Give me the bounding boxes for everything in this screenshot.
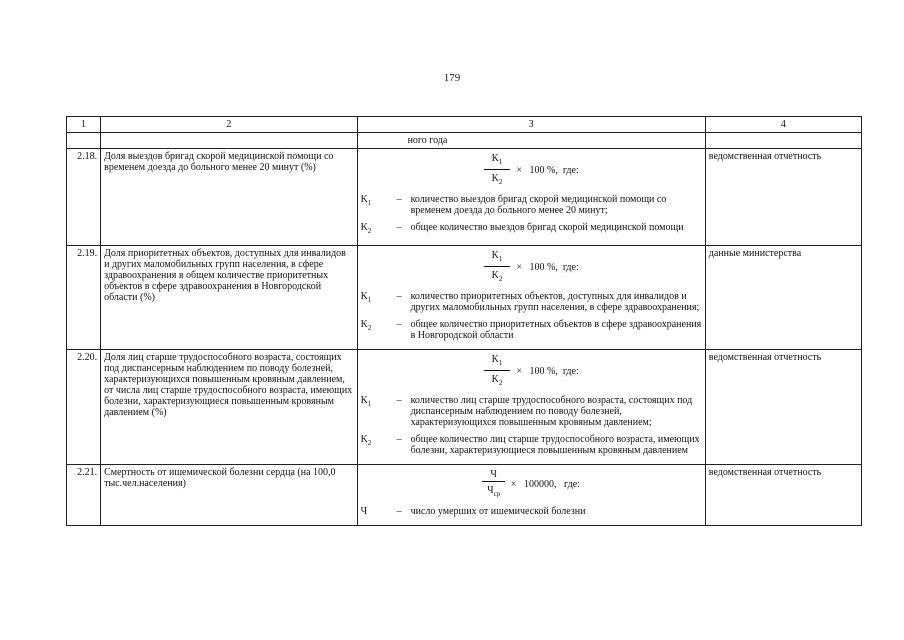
legend-dash: – [396,319,402,330]
table-row [67,350,862,465]
indicator-number: 2.18. [67,149,101,246]
indicator-number: 2.19. [67,246,101,350]
formula-multiplier: × 100000, где: [510,479,580,490]
header-col-3: 3 [357,117,705,133]
table-header-row [67,117,862,133]
formula-numerator: $K_1$ [484,250,511,267]
legend-text: количество выездов бригад скорой медицинской помощи со временем доезда до больного менее 20 минут; [410,194,667,216]
page-number: 179 [443,72,461,84]
indicator-number: 2.20. [67,350,101,465]
indicator-table [66,116,862,526]
legend-symbol: $K_1$ [360,194,372,207]
legend-dash: – [396,222,402,233]
table-row [67,246,862,350]
legend-symbol: $K_1$ [360,291,372,304]
formula-denominator: $K_2$ [491,173,503,186]
formula [361,469,702,500]
header-col-4: 4 [705,117,861,133]
header-col-1: 1 [67,117,101,133]
indicator-source: данные министерства [705,246,861,350]
indicator-number: 2.21. [67,465,101,526]
legend-item [361,506,702,517]
formula-multiplier: × 100 %, где: [516,165,579,176]
indicator-name: Доля лиц старше трудоспособного возраста, состоящих под диспансерным наблюдением по поводу болезней, характеризующихся повышенным кровяным давлением, от числа лиц старше трудоспособного возраста, имеющих болезни, характеризующиеся повышенным кровяным давлением (%) [101,350,357,465]
header-col-2: 2 [101,117,357,133]
legend-text: количество лиц старше трудоспособного возраста, состоящих под диспансерным наблюдением по поводу болезней, характеризующихся повышенным кровяным давлением; [410,395,693,428]
formula-denominator: $K_2$ [491,270,503,283]
indicator-source: ведомственная отчетность [705,465,861,526]
indicator-formula-cell [357,350,705,465]
legend-text: число умерших от ишемической болезни [410,506,586,517]
formula-multiplier: × 100 %, где: [516,366,579,377]
indicator-name: Доля выездов бригад скорой медицинской помощи со временем доезда до больного менее 20 минут (%) [101,149,357,246]
indicator-formula-cell [357,246,705,350]
continuation-text: ного года [357,133,705,149]
legend-item [361,222,702,237]
legend-dash: – [396,194,402,205]
indicator-source: ведомственная отчетность [705,149,861,246]
indicator-name: Смертность от ишемической болезни сердца (на 100,0 тыс.чел.населения) [101,465,357,526]
legend-dash: – [396,291,402,302]
legend-symbol: $K_2$ [360,222,372,235]
legend-dash: – [396,395,402,406]
formula-multiplier: × 100 %, где: [516,262,579,273]
formula [361,153,702,188]
legend-dash: – [396,434,402,445]
indicator-name: Доля приоритетных объектов, доступных для инвалидов и других маломобильных групп населения, в сфере здравоохранения в общем количестве приоритетных объектов в сфере здравоохранения в Новгородской области (%) [101,246,357,350]
formula-denominator: $Ч_{ср}$ [487,485,501,498]
legend-item [361,194,702,216]
formula-numerator: $K_1$ [484,354,511,371]
formula-numerator: Ч [482,469,505,482]
indicator-formula-cell [357,465,705,526]
legend-item [361,395,702,428]
formula-numerator: $K_1$ [484,153,511,170]
formula [361,354,702,389]
indicator-source: ведомственная отчетность [705,350,861,465]
legend-text: общее количество лиц старше трудоспособного возраста, имеющих болезни, характеризующиеся повышенным кровяным давлением [410,434,700,456]
formula [361,250,702,285]
legend-dash: – [396,506,402,517]
legend-symbol: $K_1$ [360,395,372,408]
legend-item [361,291,702,313]
table-row [67,149,862,246]
legend-item [361,319,702,341]
indicator-formula-cell [357,149,705,246]
legend-item [361,434,702,456]
formula-denominator: $K_2$ [491,374,503,387]
legend-symbol: Ч [360,506,368,517]
legend-text: количество приоритетных объектов, доступных для инвалидов и других маломобильных групп населения, в сфере здравоохранения; [410,291,700,313]
continuation-row [67,133,862,149]
legend-symbol: $K_2$ [360,434,372,447]
legend-text: общее количество приоритетных объектов в сфере здравоохранения в Новгородской области [410,319,702,341]
legend-text: общее количество выездов бригад скорой медицинской помощи [410,222,684,233]
legend-symbol: $K_2$ [360,319,372,332]
table-row [67,465,862,526]
